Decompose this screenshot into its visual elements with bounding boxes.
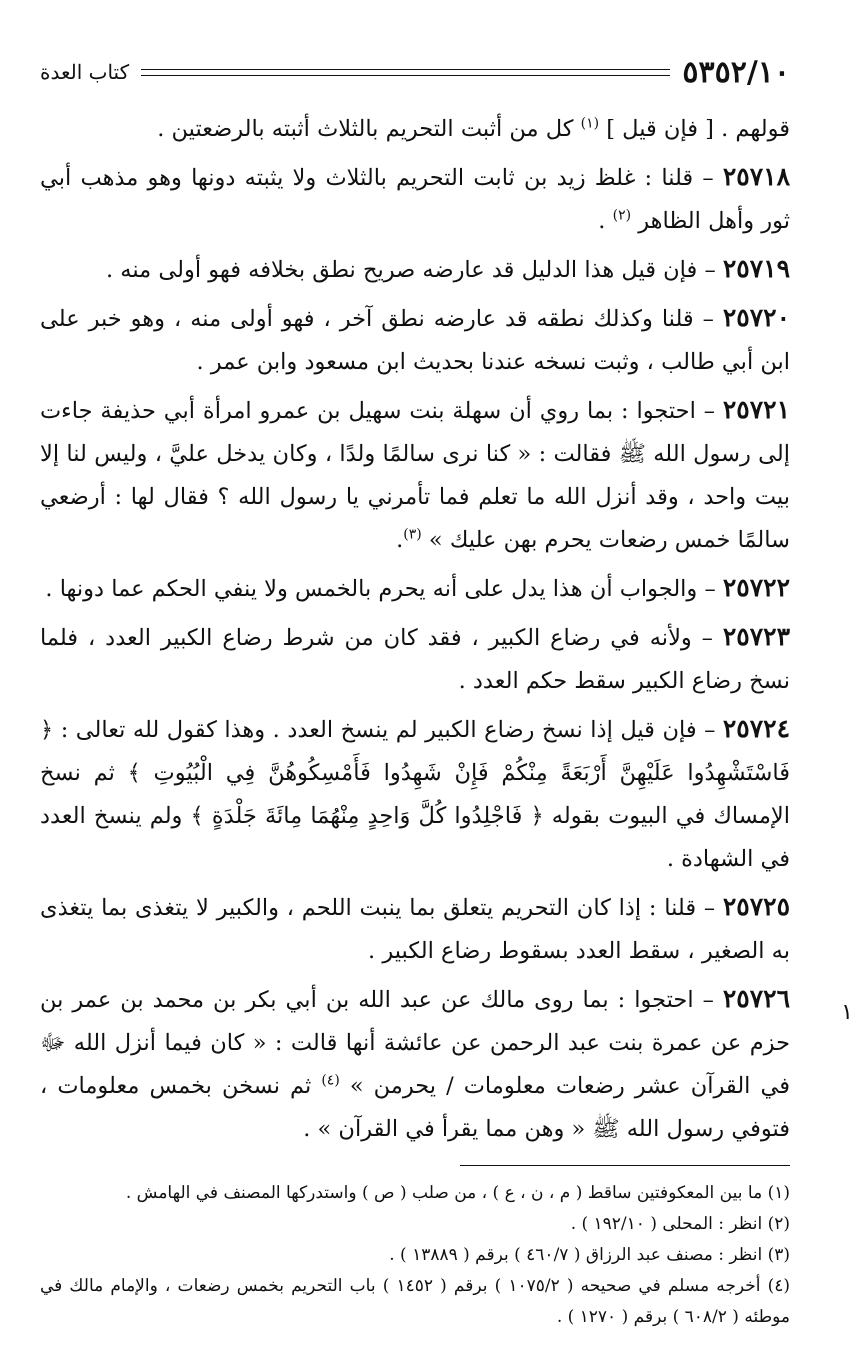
footnote-ref: (٣) [403,526,422,543]
paragraph-text: – فإن قيل إذا نسخ رضاع الكبير لم ينسخ العدد . وهذا كقول لله تعالى : ﴿ فَاسْتَشْهِدُوا عَلَيْهِنَّ أَرْبَعَةً مِنْكُمْ فَإِنْ شَهِدُوا فَأَمْسِكُوهُنَّ فِي الْبُيُوتِ ﴾ ثم نسخ الإمساك في البيوت بقوله ﴿ فَاجْلِدُوا كُلَّ وَاحِدٍ مِنْهُمَا مِائَةَ جَلْدَةٍ ﴾ ولم ينسخ العدد في الشهادة . [40,717,791,872]
paragraph-number: ٢٥٧٢٤ [722,714,790,743]
paragraph-number: ٢٥٧٢٦ [722,984,790,1013]
paragraph [40,885,790,973]
paragraph-text-cont: كل من أثبت التحريم بالثلاث أثبته بالرضعتين . [157,116,581,142]
paragraph [40,296,790,384]
footnote-ref: (١) [580,115,600,132]
paragraph-text: – فإن قيل هذا الدليل قد عارضه صريح نطق بخلافه فهو أولى منه . [105,257,723,283]
footnote-ref: (٤) [321,1072,340,1089]
footnote: (١) ما بين المعكوفتين ساقط ( م ، ن ، ع ) ، من صلب ( ص ) واستدركها المصنف في الهامش . [125,1183,790,1203]
footnote: (٢) انظر : المحلى ( ١٩٢/١٠ ) . [570,1214,790,1234]
paragraph-number: ٢٥٧٢٣ [722,622,790,651]
paragraph [40,155,790,243]
page-reference: ٥٣٥٢/١٠ [682,54,790,90]
paragraph [40,707,790,881]
paragraph [40,566,790,611]
running-header [40,52,790,92]
paragraph-text-cont: ثم نسخن بخمس معلومات ، فتوفي رسول الله ﷺ « وهن مما يقرأ في القرآن » . [40,1073,790,1142]
paragraph [40,388,790,562]
paragraph-text: – احتجوا : بما روي أن سهلة بنت سهيل بن عمرو امرأة أبي حذيفة جاءت إلى رسول الله ﷺ فقالت : « كنا نرى سالمًا ولدًا ، وكان يدخل عليَّ ، وليس لنا إلا بيت واحد ، وقد أنزل الله ما تعلم فما تأمرني يا رسول الله ؟ فقال لها : أرضعي سالمًا خمس رضعات يحرم بهن عليك » [40,398,790,553]
paragraph-number: ٢٥٧٢٥ [722,892,790,921]
paragraph [40,247,790,292]
paragraph [40,106,790,151]
footnote: (٣) انظر : مصنف عبد الرزاق ( ٤٦٠/٧ ) برقم ( ١٣٨٨٩ ) . [389,1245,790,1265]
paragraph-text: – احتجوا : بما روى مالك عن عبد الله بن أبي بكر بن محمد بن عمر بن حزم عن عمرة بنت عبد الرحمن عن عائشة أنها قالت : « كان فيما أنزل الله ﷻ في القرآن عشر رضعات معلومات / يحرمن » [40,987,790,1099]
paragraph-number: ٢٥٧٢١ [722,395,790,424]
paragraph-number: ٢٥٧٢٢ [722,573,790,602]
header-rule [141,69,670,76]
main-text [40,106,790,1151]
paragraph-number: ٢٥٧٢٠ [722,303,790,332]
paragraph-number: ٢٥٧١٨ [722,162,790,191]
footnote-ref: (٢) [612,207,632,224]
margin-marker: ١ [841,1000,853,1025]
book-page [40,52,790,1332]
paragraph-number: ٢٥٧١٩ [722,254,790,283]
footnote: (٤) أخرجه مسلم في صحيحه ( ١٠٧٥/٢ ) برقم ( ١٤٥٢ ) باب التحريم بخمس رضعات ، والإمام مالك في موطئه ( ٦٠٨/٢ ) برقم ( ١٢٧٠ ) . [40,1276,791,1327]
paragraph-text: – ولأنه في رضاع الكبير ، فقد كان من شرط رضاع الكبير العدد ، فلما نسخ رضاع الكبير سقط حكم العدد . [40,625,790,694]
paragraph-text: – قلنا وكذلك نطقه قد عارضه نطق آخر ، فهو أولى منه ، وهو خبر على ابن أبي طالب ، وثبت نسخه عندنا بحديث ابن مسعود وابن عمر . [40,306,790,375]
paragraph [40,615,790,703]
paragraph-text-cont: . [598,208,613,234]
paragraph-text: – قلنا : غلظ زيد بن ثابت التحريم بالثلاث ولا يثبته دونها وهو مذهب أبي ثور وأهل الظاهر [40,165,790,234]
footnote-separator [460,1165,790,1166]
paragraph [40,977,790,1151]
paragraph-text: – والجواب أن هذا يدل على أنه يحرم بالخمس ولا ينفي الحكم عما دونها . [45,576,723,602]
paragraph-text-cont: . [396,527,404,553]
footnotes [40,1178,790,1333]
paragraph-text: – قلنا : إذا كان التحريم يتعلق بما ينبت اللحم ، والكبير لا يتغذى بما يتغذى به الصغير ، سقط العدد بسقوط رضاع الكبير . [40,895,790,964]
paragraph-text: قولهم . [ فإن قيل ] [599,116,790,142]
book-title: كتاب العدة [40,60,130,84]
